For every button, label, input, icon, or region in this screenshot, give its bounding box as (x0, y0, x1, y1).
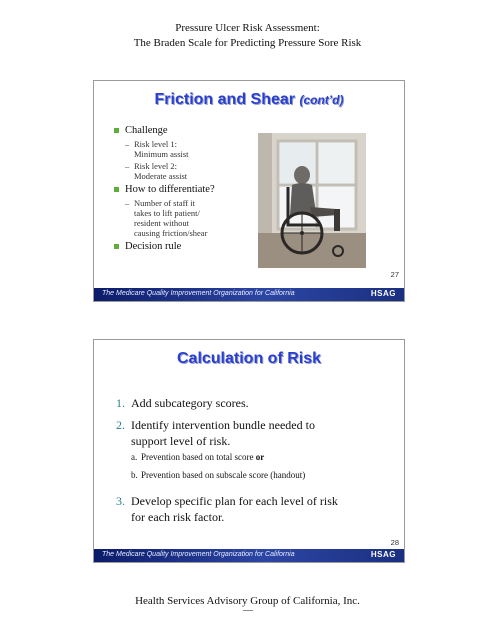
numbered-list (116, 395, 401, 531)
list-text: Develop specific plan for each level of risk (131, 494, 338, 508)
sub-bullet-line: Risk level 2: (134, 161, 177, 171)
square-bullet-icon (114, 244, 119, 249)
header-line-1: Pressure Ulcer Risk Assessment: (175, 22, 320, 34)
sub-list-text: Prevention based on total score (141, 452, 256, 462)
slide-27 (93, 80, 405, 302)
bullet-label: How to differentiate? (125, 184, 215, 195)
wheelchair-photo-illustration (258, 133, 366, 268)
sub-bullet-line: Risk level 1: (134, 139, 177, 149)
bullet-item (114, 125, 264, 137)
sub-bullet-line: resident without (134, 218, 190, 228)
list-item (116, 395, 401, 411)
slide-footer-bar (94, 288, 404, 301)
sub-bullet-line: causing friction/shear (134, 228, 208, 238)
wheelchair-photo (258, 133, 366, 268)
sub-bullet: – Number of staff it takes to lift patient/ resident without causing friction/shear (125, 198, 208, 238)
sub-list-letter: b. (131, 470, 138, 480)
list-number: 2. (116, 418, 125, 432)
slide-number: 28 (390, 538, 399, 547)
list-item (116, 493, 401, 525)
sub-bullet-line: Moderate assist (134, 171, 188, 181)
page-footer (0, 594, 495, 611)
slide-footer-text: The Medicare Quality Improvement Organization for California (102, 551, 295, 558)
list-text: Add subcategory scores. (131, 396, 249, 410)
sub-list-item (131, 451, 401, 463)
list-item (116, 417, 401, 487)
square-bullet-icon (114, 128, 119, 133)
sub-list-text: Prevention based on subscale score (handout) (141, 470, 306, 480)
list-text: for each risk factor. (131, 510, 225, 524)
sub-bullet-line: Minimum assist (134, 149, 189, 159)
sub-bullet: – Risk level 2: Moderate assist (125, 161, 188, 181)
slide-number: 27 (390, 270, 399, 279)
list-text: Identify intervention bundle needed to (131, 418, 315, 432)
square-bullet-icon (114, 187, 119, 192)
sub-bullet-line: Number of staff it (134, 198, 195, 208)
slide-title-suffix: (cont’d) (299, 93, 344, 107)
sub-list-letter: a. (131, 452, 138, 462)
slide-title-main: Friction and Shear (154, 91, 295, 108)
bullet-label: Decision rule (125, 241, 182, 252)
slide-title: Calculation of Risk (176, 350, 322, 367)
footer-org: Health Services Advisory Group of California, Inc. (135, 595, 360, 607)
slide-28 (93, 339, 405, 563)
sub-bullet: – Risk level 1: Minimum assist (125, 139, 189, 159)
bullet-list (114, 122, 264, 253)
header-line-2: The Braden Scale for Predicting Pressure Sore Risk (133, 37, 362, 49)
list-text: support level of risk. (131, 434, 231, 448)
sub-list-emphasis: or (255, 452, 265, 462)
footer-divider (243, 610, 253, 611)
hsag-logo: HSAG (370, 550, 396, 559)
sub-bullet-line: takes to lift patient/ (134, 208, 200, 218)
page-header (0, 21, 495, 51)
sub-list-item (131, 469, 401, 481)
list-number: 1. (116, 396, 125, 410)
bullet-item (114, 184, 264, 196)
slide-title (94, 91, 404, 109)
bullet-item (114, 241, 264, 253)
slide-footer-bar (94, 549, 404, 562)
slide-footer-text: The Medicare Quality Improvement Organization for California (102, 290, 295, 297)
list-number: 3. (116, 494, 125, 508)
bullet-label: Challenge (125, 125, 168, 136)
hsag-logo: HSAG (370, 289, 396, 298)
